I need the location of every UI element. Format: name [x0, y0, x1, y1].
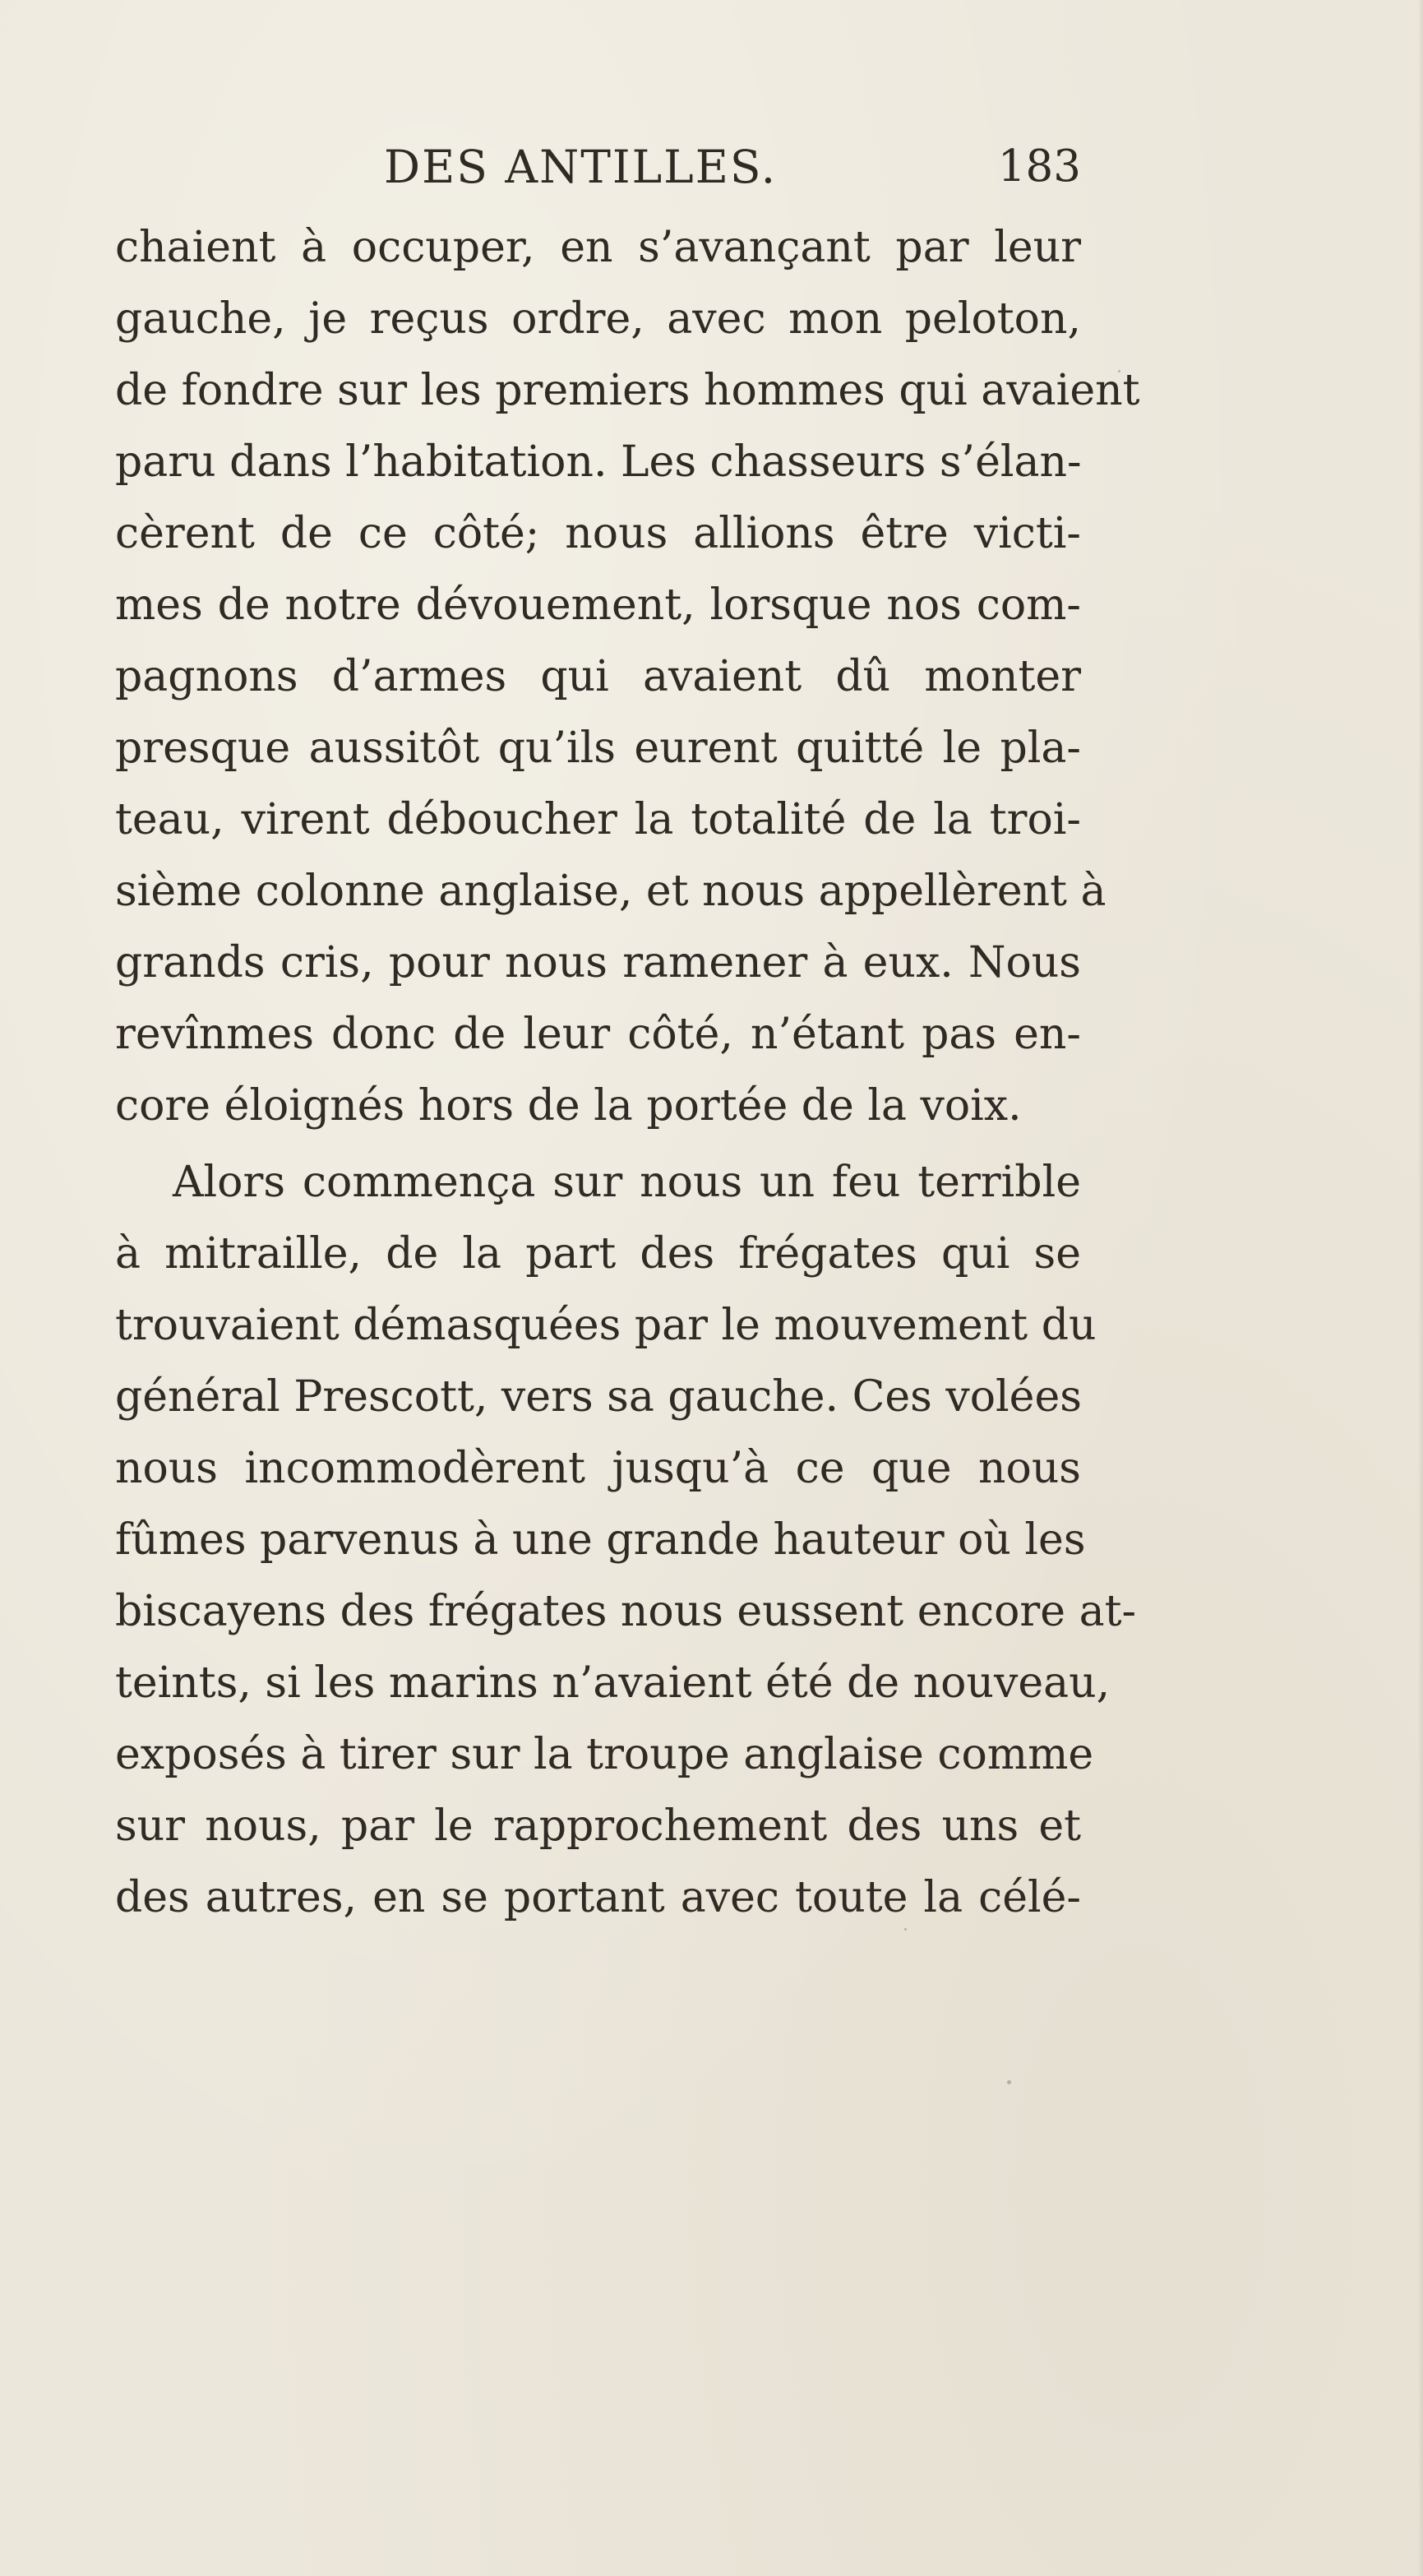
page-edge-shadow — [1418, 0, 1423, 2576]
body-text — [115, 212, 1140, 1934]
text-line: fûmes parvenus à une grande hauteur où les — [115, 1515, 1086, 1565]
text-line: revînmes donc de leur côté, n’étant pas en- — [115, 1010, 1081, 1059]
text-line: trouvaient démasquées par le mouvement du — [115, 1301, 1097, 1350]
text-line: gauche, je reçus ordre, avec mon peloton, — [115, 294, 1081, 344]
text-line: Alors commença sur nous un feu terrible — [173, 1158, 1081, 1207]
running-header — [115, 132, 1081, 206]
text-line: biscayens des frégates nous eussent encore at- — [115, 1587, 1137, 1636]
text-line: général Prescott, vers sa gauche. Ces volées — [115, 1372, 1082, 1422]
paper-speck — [904, 1928, 907, 1931]
text-line: pagnons d’armes qui avaient dû monter — [115, 652, 1081, 701]
text-line: à mitraille, de la part des frégates qui se — [115, 1229, 1081, 1279]
text-line: chaient à occuper, en s’avançant par leur — [115, 223, 1081, 272]
paper-speck — [1118, 370, 1120, 372]
text-line: des autres, en se portant avec toute la célé- — [115, 1873, 1081, 1922]
text-line: exposés à tirer sur la troupe anglaise comme — [115, 1730, 1094, 1779]
text-line: sur nous, par le rapprochement des uns et — [115, 1801, 1081, 1851]
paper-speck — [1007, 2080, 1011, 2084]
paragraph-1 — [115, 212, 1140, 1142]
text-line: teints, si les marins n’avaient été de nouveau, — [115, 1658, 1111, 1708]
text-line: teau, virent déboucher la totalité de la troi- — [115, 795, 1081, 844]
text-line: sième colonne anglaise, et nous appellèrent à — [115, 867, 1107, 916]
text-line: paru dans l’habitation. Les chasseurs s’élan- — [115, 437, 1082, 487]
text-line: core éloignés hors de la portée de la voix. — [115, 1081, 1022, 1131]
text-line: grands cris, pour nous ramener à eux. Nous — [115, 938, 1081, 987]
text-line: nous incommodèrent jusqu’à ce que nous — [115, 1444, 1081, 1493]
page-number: 183 — [997, 141, 1081, 192]
text-line: presque aussitôt qu’ils eurent quitté le pla- — [115, 724, 1081, 773]
text-line: mes de notre dévouement, lorsque nos com- — [115, 580, 1081, 630]
text-line: de fondre sur les premiers hommes qui avaient — [115, 366, 1140, 415]
paragraph-2 — [115, 1147, 1137, 1934]
text-line: cèrent de ce côté; nous allions être victi- — [115, 509, 1081, 558]
running-title: DES ANTILLES. — [384, 141, 778, 193]
